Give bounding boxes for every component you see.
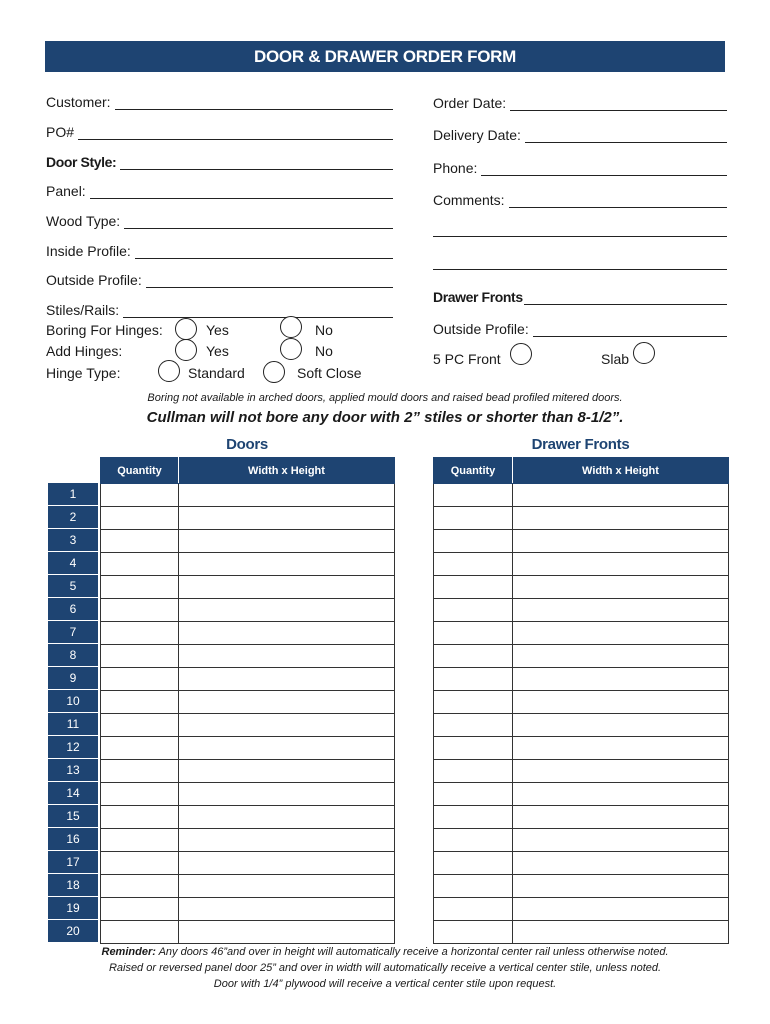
drawer-fronts-table bbox=[433, 457, 729, 944]
table-row bbox=[101, 691, 395, 714]
table-row bbox=[101, 921, 395, 944]
door-width-height-cell[interactable] bbox=[179, 714, 395, 737]
table-row bbox=[101, 852, 395, 875]
door-width-height-cell[interactable] bbox=[179, 599, 395, 622]
row-number: 5 bbox=[48, 575, 98, 598]
reminder-line-2: Raised or reversed panel door 25” and over in width will automatically receive a vertical center stile, unless noted. bbox=[108, 962, 662, 974]
door-quantity-cell[interactable] bbox=[101, 691, 179, 714]
door-width-height-cell[interactable] bbox=[179, 484, 395, 507]
hinge-type-label: Hinge Type: bbox=[46, 365, 121, 381]
drawer-width-height-cell[interactable] bbox=[513, 530, 729, 553]
table-row bbox=[434, 691, 729, 714]
table-row bbox=[101, 553, 395, 576]
doors-quantity-header: Quantity bbox=[101, 458, 179, 484]
row-number: 6 bbox=[48, 598, 98, 621]
drawer-quantity-cell[interactable] bbox=[434, 553, 513, 576]
phone-field[interactable] bbox=[433, 156, 727, 176]
door-quantity-cell[interactable] bbox=[101, 622, 179, 645]
table-row bbox=[101, 622, 395, 645]
boring-yes-radio[interactable] bbox=[175, 318, 197, 340]
boring-note: Boring not available in arched doors, applied mould doors and raised bead profiled mitered doors. bbox=[147, 392, 623, 404]
drawer-quantity-cell[interactable] bbox=[434, 691, 513, 714]
wood-type-label: Wood Type: bbox=[46, 213, 121, 229]
drawer-quantity-cell[interactable] bbox=[434, 622, 513, 645]
table-row bbox=[434, 783, 729, 806]
table-row bbox=[434, 668, 729, 691]
drawer-width-height-cell[interactable] bbox=[513, 852, 729, 875]
door-width-height-cell[interactable] bbox=[179, 921, 395, 944]
door-quantity-cell[interactable] bbox=[101, 507, 179, 530]
table-row bbox=[434, 852, 729, 875]
drawer-width-height-cell[interactable] bbox=[513, 737, 729, 760]
po-line[interactable] bbox=[78, 125, 393, 140]
panel-field[interactable] bbox=[46, 179, 393, 199]
door-width-height-cell[interactable] bbox=[179, 622, 395, 645]
row-number: 12 bbox=[48, 736, 98, 759]
comments-line-2[interactable] bbox=[433, 235, 727, 237]
row-number: 8 bbox=[48, 644, 98, 667]
table-row bbox=[434, 737, 729, 760]
table-row bbox=[101, 737, 395, 760]
door-width-height-cell[interactable] bbox=[179, 576, 395, 599]
drawer-fronts-title: Drawer Fronts bbox=[531, 436, 630, 453]
reminder-line-1: Any doors 46”and over in height will automatically receive a horizontal center rail unless otherwise noted. bbox=[158, 946, 669, 958]
drawer-width-height-cell[interactable] bbox=[513, 484, 729, 507]
comments-line-3[interactable] bbox=[433, 268, 727, 270]
drawer-fronts-label: Drawer Fronts bbox=[433, 289, 523, 305]
drawer-width-height-cell[interactable] bbox=[513, 645, 729, 668]
door-quantity-cell[interactable] bbox=[101, 737, 179, 760]
table-row bbox=[101, 783, 395, 806]
drawer-width-height-cell[interactable] bbox=[513, 553, 729, 576]
add-hinges-yes-label: Yes bbox=[206, 343, 229, 359]
row-number: 1 bbox=[48, 483, 98, 506]
table-row bbox=[101, 875, 395, 898]
reminder-lead: Reminder: bbox=[101, 946, 156, 958]
table-row bbox=[434, 507, 729, 530]
stiles-rails-field[interactable] bbox=[46, 298, 393, 318]
five-pc-front-label: 5 PC Front bbox=[433, 351, 501, 367]
door-quantity-cell[interactable] bbox=[101, 645, 179, 668]
delivery-date-label: Delivery Date: bbox=[433, 127, 521, 143]
door-width-height-cell[interactable] bbox=[179, 829, 395, 852]
table-row bbox=[434, 530, 729, 553]
door-quantity-cell[interactable] bbox=[101, 530, 179, 553]
table-row bbox=[434, 553, 729, 576]
hinge-standard-radio[interactable] bbox=[158, 360, 180, 382]
comments-line[interactable] bbox=[509, 193, 727, 208]
add-hinges-no-radio[interactable] bbox=[280, 338, 302, 360]
reminder-line-3: Door with 1/4” plywood will receive a vertical center stile upon request. bbox=[213, 978, 557, 990]
door-width-height-cell[interactable] bbox=[179, 645, 395, 668]
table-row bbox=[101, 507, 395, 530]
table-row bbox=[101, 760, 395, 783]
panel-label: Panel: bbox=[46, 183, 86, 199]
door-width-height-cell[interactable] bbox=[179, 806, 395, 829]
drawer-width-height-cell[interactable] bbox=[513, 576, 729, 599]
doors-title: Doors bbox=[226, 436, 268, 453]
outside-profile-label: Outside Profile: bbox=[46, 272, 142, 288]
add-hinges-label: Add Hinges: bbox=[46, 343, 123, 359]
table-row bbox=[101, 484, 395, 507]
slab-label: Slab bbox=[601, 351, 630, 367]
door-quantity-cell[interactable] bbox=[101, 553, 179, 576]
door-quantity-cell[interactable] bbox=[101, 599, 179, 622]
drawer-quantity-cell[interactable] bbox=[434, 829, 513, 852]
row-number: 14 bbox=[48, 782, 98, 805]
slab-radio[interactable] bbox=[633, 342, 655, 364]
door-quantity-cell[interactable] bbox=[101, 921, 179, 944]
drawer-width-height-cell[interactable] bbox=[513, 898, 729, 921]
drawer-quantity-cell[interactable] bbox=[434, 783, 513, 806]
order-date-label: Order Date: bbox=[433, 95, 507, 111]
drawer-width-height-cell[interactable] bbox=[513, 714, 729, 737]
drawer-fronts-line[interactable] bbox=[524, 290, 727, 305]
order-date-field[interactable] bbox=[433, 91, 727, 111]
door-quantity-cell[interactable] bbox=[101, 576, 179, 599]
table-row bbox=[434, 622, 729, 645]
row-number: 15 bbox=[48, 805, 98, 828]
wood-type-line[interactable] bbox=[124, 214, 393, 229]
row-number: 4 bbox=[48, 552, 98, 575]
comments-field[interactable] bbox=[433, 188, 727, 208]
drawer-width-height-cell[interactable] bbox=[513, 622, 729, 645]
door-width-height-cell[interactable] bbox=[179, 898, 395, 921]
door-quantity-cell[interactable] bbox=[101, 829, 179, 852]
drawer-quantity-cell[interactable] bbox=[434, 737, 513, 760]
boring-label: Boring For Hinges: bbox=[46, 322, 163, 338]
inside-profile-label: Inside Profile: bbox=[46, 243, 131, 259]
stile-warning: Cullman will not bore any door with 2” stiles or shorter than 8-1/2”. bbox=[146, 409, 624, 426]
table-row bbox=[434, 806, 729, 829]
door-quantity-cell[interactable] bbox=[101, 852, 179, 875]
table-row bbox=[434, 714, 729, 737]
po-field[interactable] bbox=[46, 120, 393, 140]
drawer-fronts-field[interactable] bbox=[433, 285, 727, 305]
drawer-quantity-cell[interactable] bbox=[434, 484, 513, 507]
drawer-size-header: Width x Height bbox=[513, 458, 729, 484]
drawer-quantity-cell[interactable] bbox=[434, 668, 513, 691]
door-quantity-cell[interactable] bbox=[101, 875, 179, 898]
row-number: 16 bbox=[48, 828, 98, 851]
door-quantity-cell[interactable] bbox=[101, 783, 179, 806]
door-quantity-cell[interactable] bbox=[101, 668, 179, 691]
row-number: 3 bbox=[48, 529, 98, 552]
row-number: 11 bbox=[48, 713, 98, 736]
drawer-width-height-cell[interactable] bbox=[513, 691, 729, 714]
stiles-rails-line[interactable] bbox=[123, 303, 393, 318]
table-row bbox=[434, 875, 729, 898]
drawer-quantity-cell[interactable] bbox=[434, 645, 513, 668]
form-title: DOOR & DRAWER ORDER FORM bbox=[45, 41, 725, 72]
row-number: 20 bbox=[48, 920, 98, 943]
table-row bbox=[434, 760, 729, 783]
table-row bbox=[101, 599, 395, 622]
add-hinges-yes-radio[interactable] bbox=[175, 339, 197, 361]
door-width-height-cell[interactable] bbox=[179, 875, 395, 898]
wood-type-field[interactable] bbox=[46, 209, 393, 229]
phone-line[interactable] bbox=[481, 161, 727, 176]
door-style-field[interactable] bbox=[46, 150, 393, 170]
comments-label: Comments: bbox=[433, 192, 505, 208]
drawer-outside-profile-field[interactable] bbox=[433, 317, 727, 337]
customer-label: Customer: bbox=[46, 94, 111, 110]
drawer-quantity-cell[interactable] bbox=[434, 714, 513, 737]
drawer-quantity-cell[interactable] bbox=[434, 875, 513, 898]
inside-profile-line[interactable] bbox=[135, 244, 393, 259]
table-row bbox=[434, 576, 729, 599]
door-quantity-cell[interactable] bbox=[101, 484, 179, 507]
row-number: 2 bbox=[48, 506, 98, 529]
door-width-height-cell[interactable] bbox=[179, 783, 395, 806]
door-width-height-cell[interactable] bbox=[179, 760, 395, 783]
drawer-width-height-cell[interactable] bbox=[513, 806, 729, 829]
stiles-rails-label: Stiles/Rails: bbox=[46, 302, 120, 318]
customer-line[interactable] bbox=[115, 95, 393, 110]
drawer-quantity-cell[interactable] bbox=[434, 507, 513, 530]
outside-profile-field[interactable] bbox=[46, 268, 393, 288]
add-hinges-no-label: No bbox=[315, 343, 333, 359]
table-row bbox=[101, 668, 395, 691]
outside-profile-line[interactable] bbox=[146, 273, 393, 288]
door-width-height-cell[interactable] bbox=[179, 691, 395, 714]
boring-yes-label: Yes bbox=[206, 322, 229, 338]
table-row bbox=[434, 921, 729, 944]
drawer-quantity-cell[interactable] bbox=[434, 852, 513, 875]
delivery-date-field[interactable] bbox=[433, 123, 727, 143]
table-row bbox=[434, 829, 729, 852]
panel-line[interactable] bbox=[90, 184, 393, 199]
door-width-height-cell[interactable] bbox=[179, 668, 395, 691]
drawer-outside-profile-label: Outside Profile: bbox=[433, 321, 529, 337]
row-number: 10 bbox=[48, 690, 98, 713]
drawer-quantity-cell[interactable] bbox=[434, 921, 513, 944]
drawer-quantity-cell[interactable] bbox=[434, 760, 513, 783]
drawer-quantity-cell[interactable] bbox=[434, 806, 513, 829]
row-number: 17 bbox=[48, 851, 98, 874]
drawer-quantity-cell[interactable] bbox=[434, 599, 513, 622]
table-row bbox=[434, 898, 729, 921]
hinge-standard-label: Standard bbox=[188, 365, 245, 381]
drawer-quantity-header: Quantity bbox=[434, 458, 513, 484]
table-row bbox=[101, 530, 395, 553]
table-row bbox=[434, 484, 729, 507]
hinge-soft-close-radio[interactable] bbox=[263, 361, 285, 383]
drawer-width-height-cell[interactable] bbox=[513, 875, 729, 898]
door-style-label: Door Style: bbox=[46, 154, 117, 170]
phone-label: Phone: bbox=[433, 160, 478, 176]
table-row bbox=[434, 599, 729, 622]
inside-profile-field[interactable] bbox=[46, 239, 393, 259]
reminder-text bbox=[40, 944, 730, 992]
door-style-line[interactable] bbox=[120, 155, 393, 170]
drawer-quantity-cell[interactable] bbox=[434, 576, 513, 599]
row-number: 9 bbox=[48, 667, 98, 690]
drawer-quantity-cell[interactable] bbox=[434, 898, 513, 921]
door-width-height-cell[interactable] bbox=[179, 737, 395, 760]
boring-no-radio[interactable] bbox=[280, 316, 302, 338]
door-quantity-cell[interactable] bbox=[101, 714, 179, 737]
drawer-width-height-cell[interactable] bbox=[513, 921, 729, 944]
door-width-height-cell[interactable] bbox=[179, 530, 395, 553]
table-row bbox=[101, 714, 395, 737]
drawer-width-height-cell[interactable] bbox=[513, 599, 729, 622]
po-label: PO# bbox=[46, 124, 75, 140]
table-row bbox=[101, 806, 395, 829]
drawer-width-height-cell[interactable] bbox=[513, 760, 729, 783]
drawer-width-height-cell[interactable] bbox=[513, 668, 729, 691]
row-number: 13 bbox=[48, 759, 98, 782]
customer-field[interactable] bbox=[46, 90, 393, 110]
table-row bbox=[101, 898, 395, 921]
drawer-outside-profile-line[interactable] bbox=[533, 322, 727, 337]
hinge-soft-close-label: Soft Close bbox=[297, 365, 362, 381]
row-number-column bbox=[48, 483, 98, 943]
door-width-height-cell[interactable] bbox=[179, 507, 395, 530]
door-quantity-cell[interactable] bbox=[101, 760, 179, 783]
table-row bbox=[101, 829, 395, 852]
delivery-date-line[interactable] bbox=[525, 128, 727, 143]
drawer-width-height-cell[interactable] bbox=[513, 829, 729, 852]
table-row bbox=[101, 645, 395, 668]
drawer-width-height-cell[interactable] bbox=[513, 783, 729, 806]
doors-size-header: Width x Height bbox=[179, 458, 395, 484]
door-quantity-cell[interactable] bbox=[101, 806, 179, 829]
table-row bbox=[434, 645, 729, 668]
drawer-quantity-cell[interactable] bbox=[434, 530, 513, 553]
row-number: 7 bbox=[48, 621, 98, 644]
doors-table bbox=[100, 457, 395, 944]
door-quantity-cell[interactable] bbox=[101, 898, 179, 921]
boring-no-label: No bbox=[315, 322, 333, 338]
door-width-height-cell[interactable] bbox=[179, 852, 395, 875]
five-pc-front-radio[interactable] bbox=[510, 343, 532, 365]
door-width-height-cell[interactable] bbox=[179, 553, 395, 576]
drawer-width-height-cell[interactable] bbox=[513, 507, 729, 530]
row-number: 18 bbox=[48, 874, 98, 897]
row-number: 19 bbox=[48, 897, 98, 920]
order-date-line[interactable] bbox=[510, 96, 727, 111]
table-row bbox=[101, 576, 395, 599]
